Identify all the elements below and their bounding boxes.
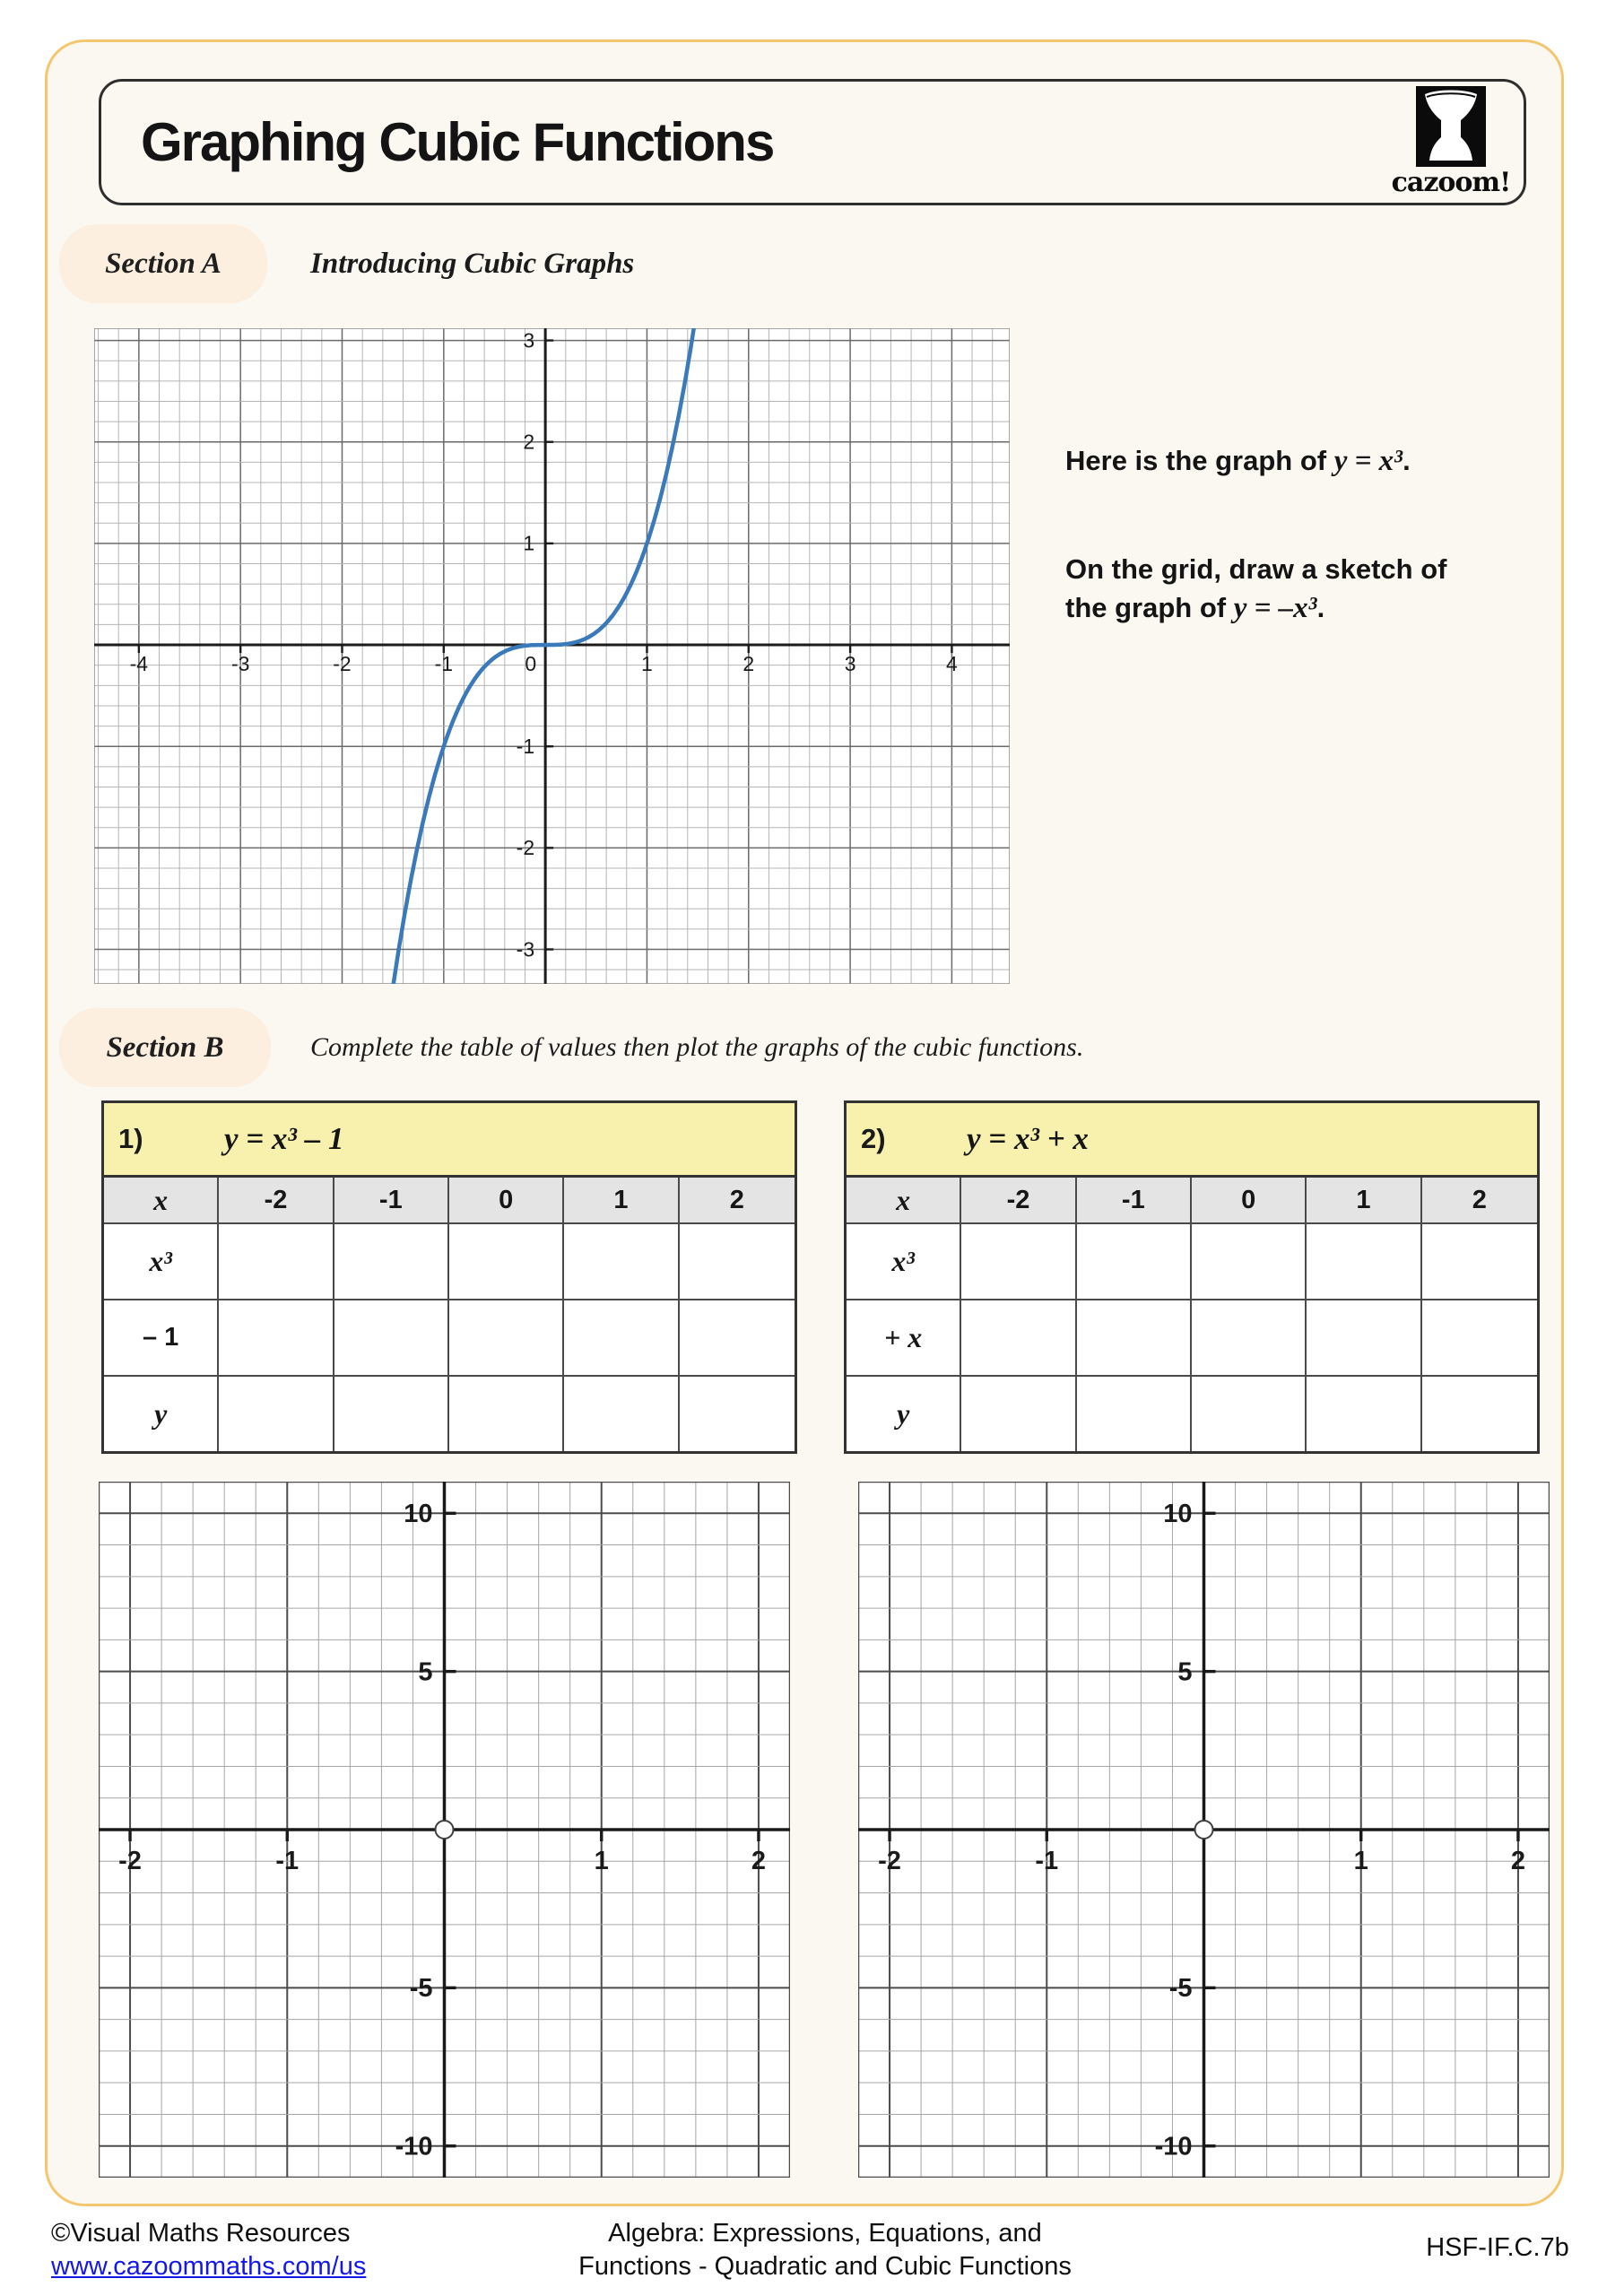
section-a-instructions <box>1065 441 1554 628</box>
svg-text:10: 10 <box>1163 1500 1193 1529</box>
instruction-line-1: Here is the graph of y = x³. <box>1065 445 1411 477</box>
page-title: Graphing Cubic Functions <box>141 112 774 172</box>
svg-text:2: 2 <box>743 652 755 676</box>
table-cell-empty <box>564 1375 679 1451</box>
standard-code: HSF-IF.C.7b <box>1426 2233 1569 2262</box>
svg-text:1: 1 <box>594 1847 609 1875</box>
table-col-header: x <box>847 1178 961 1222</box>
problem-2-header <box>847 1103 1537 1178</box>
section-b-badge <box>59 1008 271 1087</box>
logo-wordmark: cazoom! <box>1391 167 1511 198</box>
problem-equation: y = x³ – 1 <box>224 1121 344 1156</box>
table-cell-empty <box>564 1299 679 1375</box>
topic-line-1: Algebra: Expressions, Equations, and <box>608 2219 1042 2248</box>
svg-text:-5: -5 <box>409 1974 433 2004</box>
table-row-label: x³ <box>104 1222 219 1299</box>
svg-text:-10: -10 <box>1154 2132 1193 2161</box>
instruction-line-2: On the grid, draw a sketch of the graph of y = –x³. <box>1065 553 1447 624</box>
values-table <box>847 1178 1537 1451</box>
values-table <box>104 1178 795 1451</box>
table-col-header: 1 <box>564 1178 679 1222</box>
svg-text:1: 1 <box>523 531 535 555</box>
table-col-header: 2 <box>1422 1178 1537 1222</box>
table-row-label: – 1 <box>104 1299 219 1375</box>
problem-number: 2) <box>861 1123 886 1154</box>
plot-grid-problem-1 <box>99 1482 790 2178</box>
svg-text:-2: -2 <box>333 652 352 676</box>
section-b-label: Section B <box>106 1031 224 1064</box>
table-cell-empty <box>1422 1222 1537 1299</box>
table-cell-empty <box>334 1299 449 1375</box>
table-col-header: x <box>104 1178 219 1222</box>
website-link[interactable]: www.cazoommaths.com/us <box>51 2252 367 2281</box>
table-cell-empty <box>1307 1375 1421 1451</box>
svg-text:-2: -2 <box>118 1847 142 1875</box>
svg-text:2: 2 <box>523 430 535 454</box>
table-cell-empty <box>334 1222 449 1299</box>
cubic-function-graph <box>94 328 1010 984</box>
table-cell-empty <box>449 1375 564 1451</box>
svg-text:-4: -4 <box>129 652 149 676</box>
table-cell-empty <box>1307 1299 1421 1375</box>
table-cell-empty <box>564 1222 679 1299</box>
svg-text:-10: -10 <box>395 2132 433 2161</box>
table-col-header: -1 <box>334 1178 449 1222</box>
title-box <box>99 79 1526 205</box>
problem-1-table <box>101 1100 797 1454</box>
drum-icon <box>1416 86 1486 167</box>
svg-text:3: 3 <box>523 328 535 352</box>
table-cell-empty <box>1422 1299 1537 1375</box>
table-col-header: -2 <box>961 1178 1076 1222</box>
svg-text:-2: -2 <box>516 836 535 860</box>
svg-text:2: 2 <box>751 1847 767 1875</box>
topic-line-2: Functions - Quadratic and Cubic Functions <box>578 2252 1072 2281</box>
svg-text:-5: -5 <box>1168 1974 1193 2004</box>
section-b-heading: Complete the table of values then plot the graphs of the cubic functions. <box>310 1032 1084 1062</box>
table-cell-empty <box>1077 1222 1192 1299</box>
svg-text:4: 4 <box>946 652 958 676</box>
svg-text:-3: -3 <box>516 937 535 961</box>
table-cell-empty <box>680 1299 795 1375</box>
svg-text:2: 2 <box>1510 1847 1526 1875</box>
section-a-heading: Introducing Cubic Graphs <box>310 247 635 280</box>
svg-text:5: 5 <box>1177 1657 1193 1687</box>
section-a-badge <box>59 224 267 303</box>
problem-equation: y = x³ + x <box>967 1121 1089 1156</box>
table-row-label: y <box>104 1375 219 1451</box>
svg-text:1: 1 <box>641 652 653 676</box>
problem-number: 1) <box>118 1123 143 1154</box>
table-row-label: x³ <box>847 1222 961 1299</box>
svg-text:10: 10 <box>404 1500 433 1529</box>
table-cell-empty <box>1192 1299 1307 1375</box>
table-cell-empty <box>1077 1375 1192 1451</box>
table-cell-empty <box>449 1299 564 1375</box>
table-col-header: 0 <box>1192 1178 1307 1222</box>
svg-text:0: 0 <box>525 652 537 676</box>
footer-attribution <box>51 2217 366 2283</box>
svg-text:-1: -1 <box>434 652 454 676</box>
svg-text:-1: -1 <box>1035 1847 1059 1875</box>
table-row-label: + x <box>847 1299 961 1375</box>
table-cell-empty <box>449 1222 564 1299</box>
copyright-text: ©Visual Maths Resources <box>51 2219 351 2248</box>
svg-text:-1: -1 <box>516 735 535 759</box>
table-cell-empty <box>1422 1375 1537 1451</box>
svg-text:3: 3 <box>844 652 856 676</box>
svg-text:5: 5 <box>418 1657 433 1687</box>
equation-y-equals-x-cubed: y = x³ <box>1333 445 1403 477</box>
plot-grid-problem-2 <box>858 1482 1550 2178</box>
table-cell-empty <box>680 1222 795 1299</box>
table-col-header: -2 <box>219 1178 334 1222</box>
svg-text:-2: -2 <box>878 1847 901 1875</box>
table-cell-empty <box>334 1375 449 1451</box>
svg-text:-1: -1 <box>275 1847 300 1875</box>
table-cell-empty <box>219 1375 334 1451</box>
table-cell-empty <box>961 1375 1076 1451</box>
table-cell-empty <box>961 1299 1076 1375</box>
section-a-label: Section A <box>105 247 221 280</box>
table-col-header: 2 <box>680 1178 795 1222</box>
table-col-header: 0 <box>449 1178 564 1222</box>
table-cell-empty <box>1192 1375 1307 1451</box>
table-cell-empty <box>680 1375 795 1451</box>
problem-1-header <box>104 1103 795 1178</box>
table-row-label: y <box>847 1375 961 1451</box>
table-cell-empty <box>219 1222 334 1299</box>
problem-2-table <box>844 1100 1540 1454</box>
table-cell-empty <box>219 1299 334 1375</box>
table-cell-empty <box>961 1222 1076 1299</box>
equation-y-equals-minus-x-cubed: y = –x³ <box>1233 592 1317 624</box>
table-cell-empty <box>1307 1222 1421 1299</box>
table-cell-empty <box>1077 1299 1192 1375</box>
svg-text:1: 1 <box>1353 1847 1368 1875</box>
table-col-header: 1 <box>1307 1178 1421 1222</box>
footer-topic <box>529 2217 1121 2283</box>
table-col-header: -1 <box>1077 1178 1192 1222</box>
svg-text:-3: -3 <box>230 652 250 676</box>
cazoom-logo <box>1379 86 1523 198</box>
table-cell-empty <box>1192 1222 1307 1299</box>
